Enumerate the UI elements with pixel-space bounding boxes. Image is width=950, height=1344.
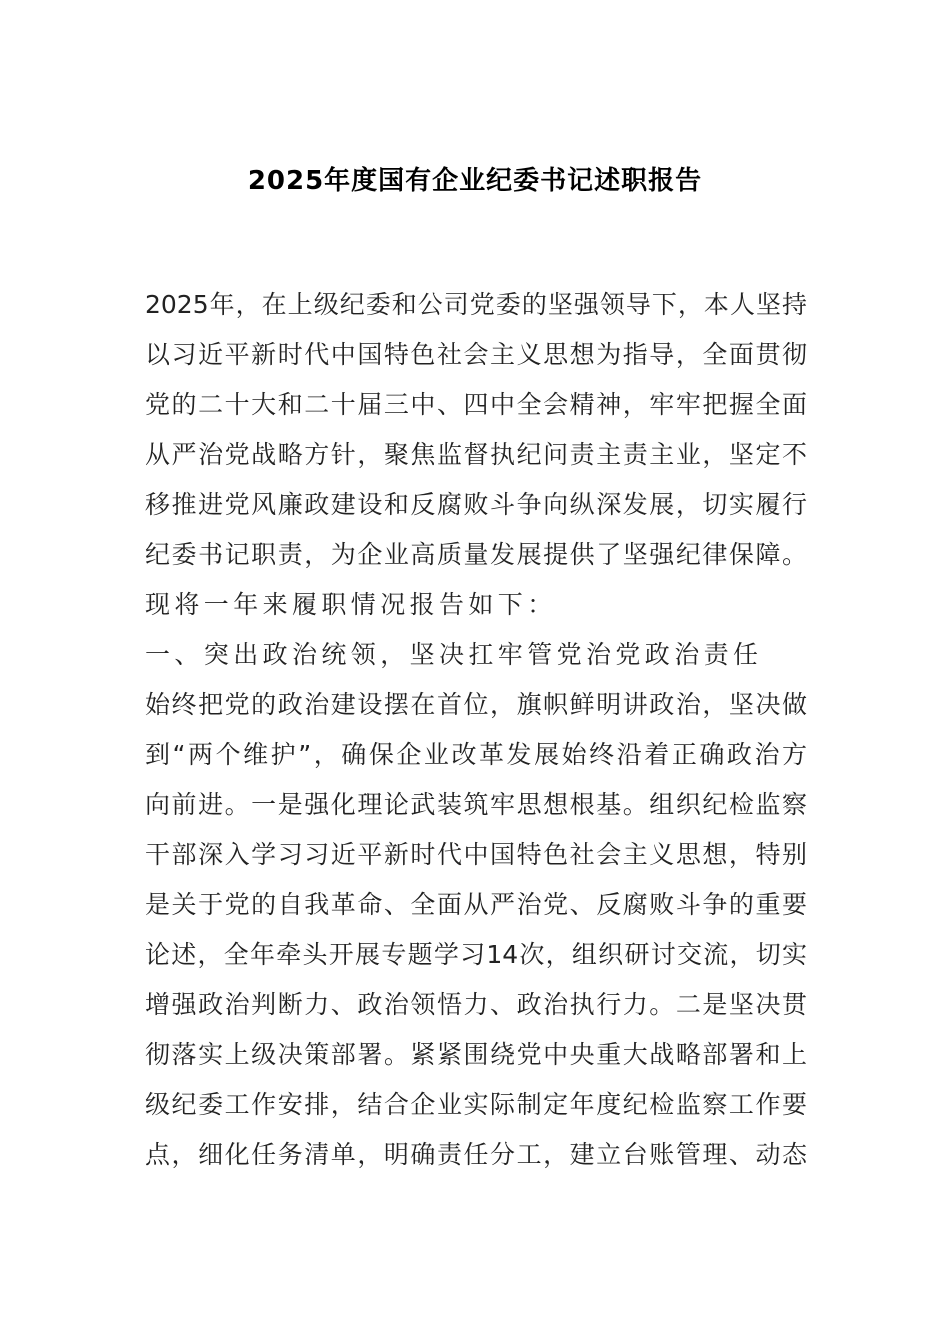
body-line: 始终把党的政治建设摆在首位，旗帜鲜明讲政治，坚决做	[145, 690, 807, 719]
section-heading: 一、突出政治统领，坚决扛牢管党治党政治责任	[145, 640, 763, 669]
body-line: 干部深入学习习近平新时代中国特色社会主义思想，特别	[145, 840, 807, 869]
document-title: 2025年度国有企业纪委书记述职报告	[247, 166, 703, 196]
body-line: 现将一年来履职情况报告如下：	[145, 590, 557, 619]
body-line: 党的二十大和二十届三中、四中全会精神，牢牢把握全面	[145, 390, 807, 419]
body-line: 纪委书记职责，为企业高质量发展提供了坚强纪律保障。	[145, 540, 807, 569]
body-line: 是关于党的自我革命、全面从严治党、反腐败斗争的重要	[145, 890, 807, 919]
body-line: 向前进。一是强化理论武装筑牢思想根基。组织纪检监察	[145, 790, 807, 819]
body-line: 点，细化任务清单，明确责任分工，建立台账管理、动态	[145, 1140, 807, 1169]
body-line: 彻落实上级决策部署。紧紧围绕党中央重大战略部署和上	[145, 1040, 807, 1069]
body-line: 移推进党风廉政建设和反腐败斗争向纵深发展，切实履行	[145, 490, 807, 519]
body-line: 增强政治判断力、政治领悟力、政治执行力。二是坚决贯	[145, 990, 807, 1019]
body-line: 2025年，在上级纪委和公司党委的坚强领导下，本人坚持	[145, 290, 807, 319]
document-body	[145, 287, 807, 1187]
body-line: 以习近平新时代中国特色社会主义思想为指导，全面贯彻	[145, 340, 807, 369]
body-line: 级纪委工作安排，结合企业实际制定年度纪检监察工作要	[145, 1090, 807, 1119]
body-line: 论述，全年牵头开展专题学习14次，组织研讨交流，切实	[145, 940, 807, 969]
body-line: 到“两个维护”，确保企业改革发展始终沿着正确政治方	[145, 740, 807, 769]
body-line: 从严治党战略方针，聚焦监督执纪问责主责主业，坚定不	[145, 440, 807, 469]
